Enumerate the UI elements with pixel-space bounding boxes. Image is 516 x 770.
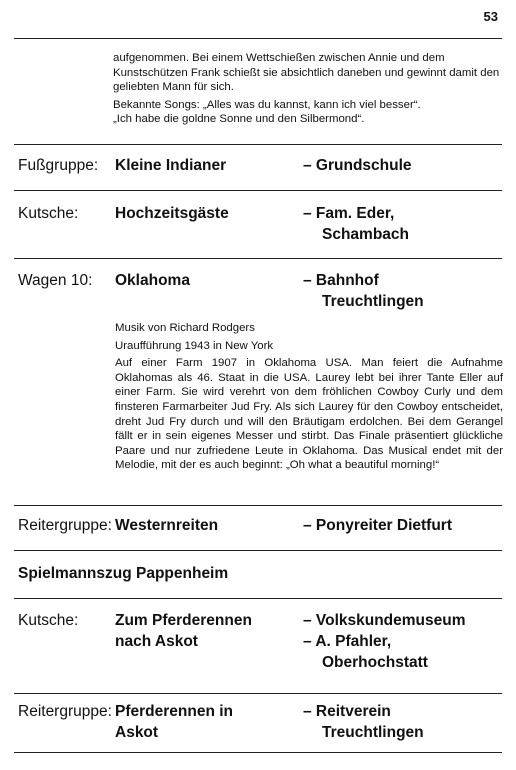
entry-category: Reitergruppe: <box>18 703 112 720</box>
entry-category: Fußgruppe: <box>18 157 99 174</box>
organizer-line: – Ponyreiter Dietfurt <box>303 517 453 534</box>
entry-title: Westernreiten <box>115 517 219 534</box>
organizer-line: Treuchtlingen <box>322 293 424 310</box>
plot-summary: Auf einer Farm 1907 in Oklahoma USA. Man feiert die Aufnahme Oklahomas als 46. Staat in die USA. Laurey lebt bei ihrer Tante Eller auf einer Farm. Sie wird verehrt von dem fröhlichen Cowboy Curly und dem finsteren Farmarbeiter Jud Fry. Als sich Laurey für den Cowboy entscheidet, dreht Jud Fry durch und will den Bräutigam erdolchen. Bei dem Gerangel fällt er in sein eigenes Messer und stirbt. Das Finale präsentiert glückliche Paare und nur zufriedene Leute in Oklahoma. Das Musical endet mit der Melodie, mit der es auch beginnt: „Oh what a beautiful morning!“ <box>115 357 503 472</box>
entry-category: Reitergruppe: <box>18 517 112 534</box>
page-number: 53 <box>483 9 498 24</box>
title-line: nach Askot <box>115 633 198 650</box>
music-credit: Musik von Richard Rodgers <box>115 322 255 334</box>
organizer-line: Treuchtlingen <box>322 724 424 741</box>
entry-organizer <box>303 155 412 176</box>
rule-2 <box>14 190 502 191</box>
entry-full-title: Spielmannszug Pappenheim <box>18 565 229 582</box>
entry-organizer <box>303 203 409 245</box>
intro-songs <box>113 98 501 127</box>
entry-title: Kleine Indianer <box>115 157 227 174</box>
organizer-line: – Fam. Eder, <box>303 205 395 222</box>
entry-title <box>115 701 233 743</box>
entry-category: Kutsche: <box>18 612 79 629</box>
rule-1 <box>14 144 502 145</box>
organizer-line: Oberhochstatt <box>322 654 428 671</box>
organizer-line: Schambach <box>322 226 410 243</box>
title-line: Pferderennen in <box>115 703 233 720</box>
organizer-line: – Reitverein <box>303 703 391 720</box>
entry-title: Oklahoma <box>115 272 190 289</box>
rule-7 <box>14 693 502 694</box>
organizer-line: – Grundschule <box>303 157 412 174</box>
rule-5 <box>14 550 502 551</box>
entry-title: Hochzeitsgäste <box>115 205 229 222</box>
organizer-line: – Bahnhof <box>303 272 379 289</box>
rule-6 <box>14 598 502 599</box>
songs-line-2: „Ich habe die goldne Sonne und den Silbermond“. <box>113 113 365 126</box>
rule-4 <box>14 505 502 506</box>
intro-paragraph: aufgenommen. Bei einem Wettschießen zwischen Annie und dem Kunstschützen Frank schießt sie absichtlich daneben und gewinnt damit den geliebten Mann für sich. <box>113 52 500 94</box>
entry-organizer <box>303 701 424 743</box>
entry-category: Wagen 10: <box>18 272 93 289</box>
rule-3 <box>14 258 502 259</box>
entry-category: Kutsche: <box>18 205 79 222</box>
title-line: Zum Pferderennen <box>115 612 252 629</box>
songs-line-1: Bekannte Songs: „Alles was du kannst, kann ich viel besser“. <box>113 98 421 111</box>
organizer-line: – A. Pfahler, <box>303 633 392 650</box>
entry-organizer <box>303 610 466 673</box>
entry-title <box>115 610 252 652</box>
header-rule <box>14 38 502 39</box>
premiere-info: Uraufführung 1943 in New York <box>115 339 274 352</box>
organizer-line: – Volkskundemuseum <box>303 612 466 629</box>
entry-organizer <box>303 515 452 536</box>
title-line: Askot <box>115 724 159 741</box>
intro-text <box>113 51 501 127</box>
rule-8 <box>14 752 502 753</box>
entry-organizer <box>303 270 424 312</box>
entry-description <box>115 321 503 476</box>
